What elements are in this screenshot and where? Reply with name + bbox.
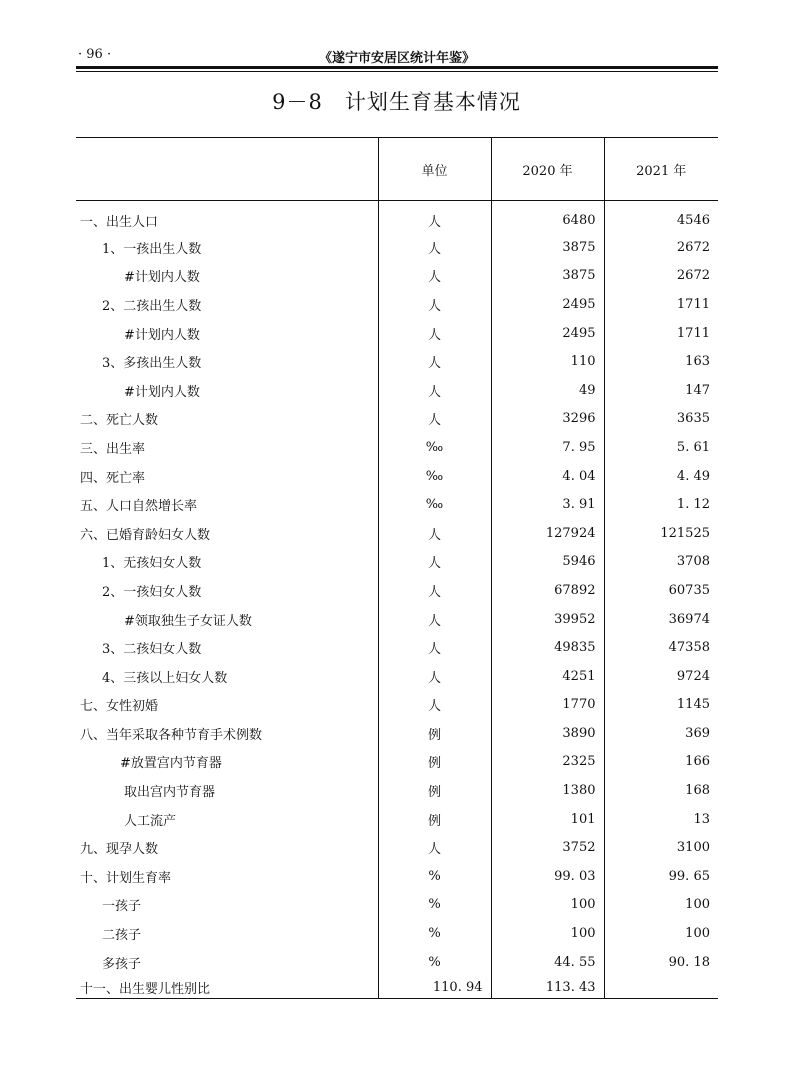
table-row [76,519,718,548]
row-unit: 人 [378,201,491,234]
value-2020: 44. 55 [491,948,604,977]
header-rule-thick [76,66,718,69]
value-2021: 147 [604,376,718,405]
table-row [76,605,718,634]
row-label: #计划内人数 [124,327,200,343]
row-unit: 人 [378,233,491,262]
value-2021: 2672 [604,262,718,291]
table-row [76,433,718,462]
row-label: 2、二孩出生人数 [102,298,202,314]
col-header-2020: 2020 年 [491,138,604,201]
value-2020: 4. 04 [491,462,604,491]
value-2020: 7. 95 [491,433,604,462]
value-2020: 49 [491,376,604,405]
row-unit: ‰ [378,462,491,491]
row-unit: 人 [378,576,491,605]
row-label: #领取独生子女证人数 [124,613,252,629]
row-unit: 人 [378,262,491,291]
header-rule-thin [76,71,718,72]
table-row [76,576,718,605]
value-2021: 36974 [604,605,718,634]
value-2021: 1711 [604,319,718,348]
row-label: #计划内人数 [124,270,200,286]
row-label: 3、多孩出生人数 [102,356,202,372]
value-2020: 4251 [491,662,604,691]
row-label: 人工流产 [124,813,177,829]
row-label: 九、现孕人数 [80,842,159,858]
value-2021: 121525 [604,519,718,548]
table-row [76,462,718,491]
value-2020: 5946 [491,548,604,577]
value-2021: 9724 [604,662,718,691]
value-2020: 3890 [491,719,604,748]
row-label: 一、出生人口 [80,214,159,230]
row-unit: 人 [378,290,491,319]
value-2021: 3635 [604,405,718,434]
row-label: 四、死亡率 [80,470,146,486]
row-label: 十、计划生育率 [80,870,172,886]
table-row [76,805,718,834]
row-unit: 人 [378,405,491,434]
table-row [76,719,718,748]
value-2021: 166 [604,748,718,777]
table-row [76,319,718,348]
table-row [76,233,718,262]
row-unit: 人 [378,319,491,348]
row-unit: ‰ [378,433,491,462]
value-2020: 3. 91 [491,490,604,519]
row-label: #放置宫内节育器 [120,756,222,772]
row-label: 二孩子 [102,928,142,944]
row-unit: ‰ [378,490,491,519]
table-row [76,862,718,891]
table-title: 9－8 计划生育基本情况 [272,90,521,114]
row-unit: 人 [378,662,491,691]
row-unit: 人 [378,548,491,577]
value-2021: 60735 [604,576,718,605]
value-2021 [604,976,718,999]
row-unit: 例 [378,805,491,834]
table-row [76,748,718,777]
row-label: 五、人口自然增长率 [80,499,198,515]
row-label: 2、一孩妇女人数 [102,584,202,600]
table-row [76,662,718,691]
value-2020: 100 [491,891,604,920]
value-2020: 3875 [491,233,604,262]
table-row [76,347,718,376]
table-header-row [76,138,718,201]
row-unit: % [378,919,491,948]
value-2021: 168 [604,776,718,805]
row-label: 4、三孩以上妇女人数 [102,670,228,686]
row-label: 七、女性初婚 [80,699,159,715]
row-label: 1、一孩出生人数 [102,241,202,257]
table-row [76,776,718,805]
value-2020: 101 [491,805,604,834]
table-row [76,891,718,920]
row-unit: 例 [378,776,491,805]
table-row [76,490,718,519]
row-label: 一孩子 [102,899,142,915]
value-2020: 1380 [491,776,604,805]
col-header-unit: 单位 [378,138,491,201]
table-row [76,262,718,291]
value-2021: 4. 49 [604,462,718,491]
value-2021: 1711 [604,290,718,319]
value-2020: 3875 [491,262,604,291]
row-label: 多孩子 [102,956,142,972]
table-row [76,919,718,948]
row-label: 二、死亡人数 [80,413,159,429]
value-2020: 113. 43 [491,976,604,999]
value-2020: 1770 [491,691,604,720]
value-2021: 99. 65 [604,862,718,891]
value-2020: 99. 03 [491,862,604,891]
row-unit: 人 [378,519,491,548]
row-label: 八、当年采取各种节育手术例数 [80,727,263,743]
row-unit: 人 [378,633,491,662]
row-unit: % [378,891,491,920]
table-row [76,633,718,662]
value-2021: 163 [604,347,718,376]
value-2021: 47358 [604,633,718,662]
value-2021: 90. 18 [604,948,718,977]
value-2020: 100 [491,919,604,948]
row-label: 1、无孩妇女人数 [102,556,202,572]
row-label: #计划内人数 [124,384,200,400]
value-2021: 13 [604,805,718,834]
value-2020: 2325 [491,748,604,777]
value-2020: 2495 [491,290,604,319]
col-header-2021: 2021 年 [604,138,718,201]
row-label: 十一、出生婴儿性别比 [76,976,378,999]
running-head [76,46,718,66]
table-row [76,833,718,862]
table-row [76,948,718,977]
table-row [76,976,718,999]
row-unit: 人 [378,347,491,376]
value-2021: 369 [604,719,718,748]
row-unit: 人 [378,605,491,634]
value-2020: 67892 [491,576,604,605]
value-2020: 6480 [491,201,604,234]
book-title: 《遂宁市安居区统计年鉴》 [318,51,475,66]
table-row [76,691,718,720]
value-2021: 2672 [604,233,718,262]
value-2021: 5. 61 [604,433,718,462]
value-2020: 127924 [491,519,604,548]
row-unit: % [378,862,491,891]
table-row [76,405,718,434]
statistics-table [76,137,718,999]
value-2021: 3100 [604,833,718,862]
value-2020: 2495 [491,319,604,348]
value-2020: 39952 [491,605,604,634]
row-unit: 人 [378,691,491,720]
row-unit: 例 [378,719,491,748]
value-2020: 49835 [491,633,604,662]
table-row [76,201,718,234]
row-unit: 人 [378,833,491,862]
table-row [76,376,718,405]
row-label: 3、二孩妇女人数 [102,642,202,658]
table-row [76,548,718,577]
value-2021: 1145 [604,691,718,720]
table-row [76,290,718,319]
value-2021: 4546 [604,201,718,234]
row-label: 三、出生率 [80,441,146,457]
row-unit: % [378,948,491,977]
value-2021: 100 [604,919,718,948]
value-2020: 3752 [491,833,604,862]
value-2020: 110 [491,347,604,376]
col-header-item [76,138,378,201]
row-unit: 例 [378,748,491,777]
value-2021: 1. 12 [604,490,718,519]
row-unit: 110. 94 [378,976,491,999]
row-unit: 人 [378,376,491,405]
page-number: · 96 · [78,47,112,62]
row-label: 六、已婚育龄妇女人数 [80,527,211,543]
row-label: 取出宫内节育器 [124,785,216,801]
value-2021: 100 [604,891,718,920]
value-2021: 3708 [604,548,718,577]
value-2020: 3296 [491,405,604,434]
